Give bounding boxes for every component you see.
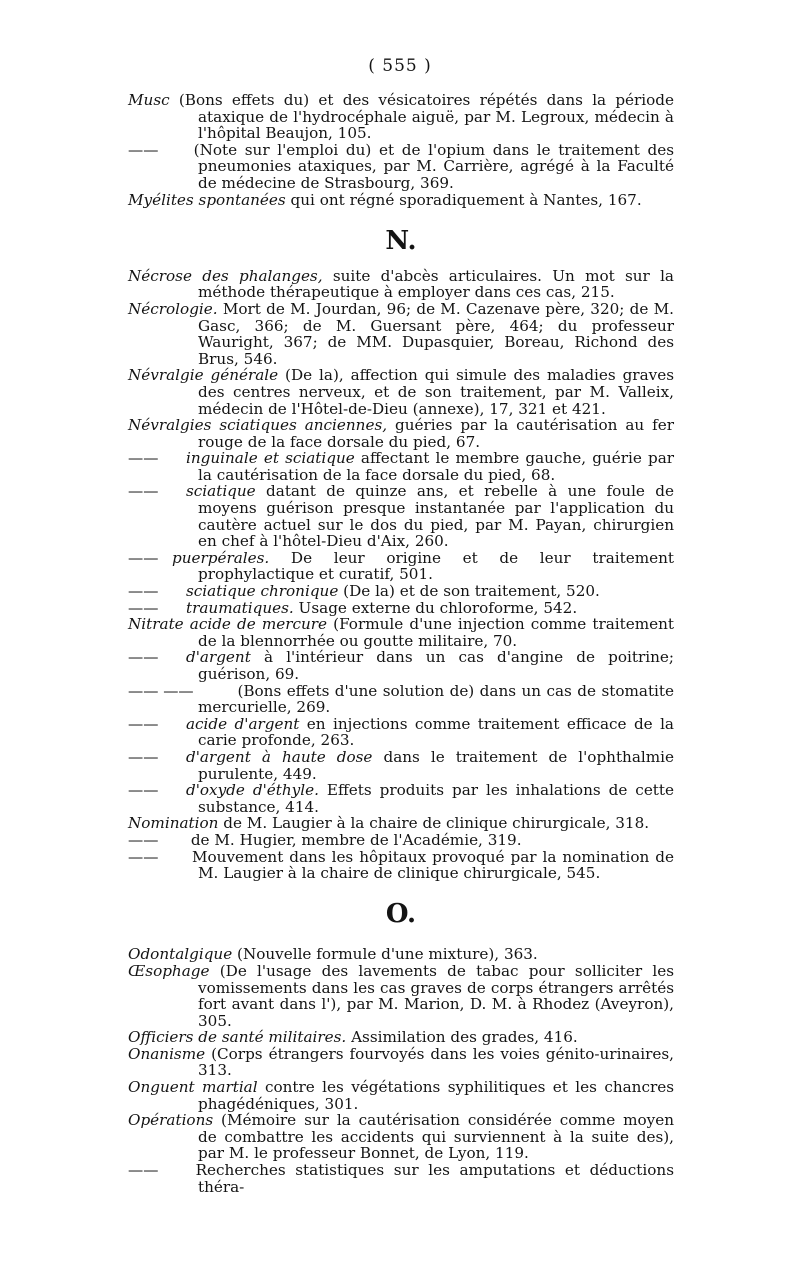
index-entry-oesophage: Œsophage (De l'usage des lavements de tabac pour solliciter les vomissements dans les cas graves de corps étrangers arrêtés fort avant dans l'), par M. Marion, D. M. à Rhodez (Aveyron), 305.: [128, 961, 674, 1030]
index-entry-musc: Musc (Bons effets du) et des vésicatoires répétés dans la période ataxique de l'hydrocéphale aiguë, par M. Legroux, médecin à l'hôpital Beaujon, 105.: [128, 91, 674, 143]
index-entry-onguent-martial: Onguent martial contre les végétations syphilitiques et les chancres phagédéniques, 301.: [128, 1078, 674, 1113]
index-entry-odontalgique: Odontalgique (Nouvelle formule d'une mixture), 363.: [128, 945, 538, 964]
index-entry-necrologie: Nécrologie. Mort de M. Jourdan, 96; de M. Cazenave père, 320; de M. Gasc, 366; de M. Guersant père, 464; du professeur Wauright, 367; de MM. Dupasquier, Boreau, Richond des Brus, 546.: [128, 299, 674, 368]
index-entry-nitrate-mercure: Nitrate acide de mercure (Formule d'une injection comme traitement de la blennorrhée ou goutte militaire, 70.: [128, 615, 674, 650]
index-entry-recherches-amputations: —— Recherches statistiques sur les amputations et déductions théra-: [128, 1161, 674, 1196]
index-entry-argent-haute-dose: —— d'argent à haute dose dans le traitement de l'ophthalmie purulente, 449.: [128, 747, 674, 783]
section-letter-n: N.: [385, 226, 417, 257]
index-entry-sciatique-quinze-ans: —— sciatique datant de quinze ans, et rebelle à une foule de moyens guérison presque instantanée par l'application du cautère actuel sur le dos du pied, par M. Payan, chirurgien en chef à l'hôtel-Dieu d'Aix, 260.: [128, 482, 674, 551]
index-entry-traumatiques: —— traumatiques. Usage externe du chloroforme, 542.: [128, 598, 578, 617]
index-entry-nomination: Nomination de M. Laugier à la chaire de clinique chirurgicale, 318.: [128, 814, 650, 833]
index-entry-solution-stomatite: —— —— (Bons effets d'une solution de) dans un cas de stomatite mercurielle, 269.: [128, 681, 674, 717]
index-entry-nevralgies-sciatiques: Névralgies sciatiques anciennes, guéries par la cautérisation au fer rouge de la face dorsale du pied, 67.: [128, 416, 674, 451]
index-entry-sciatique-chronique: —— sciatique chronique (De la) et de son traitement, 520.: [128, 582, 600, 601]
index-entry-inguinale: —— inguinale et sciatique affectant le membre gauche, guérie par la cautérisation de la face dorsale du pied, 68.: [128, 449, 675, 484]
section-letter-o: O.: [385, 898, 417, 929]
index-entry-puerperales: —— puerpérales. De leur origine et de leur traitement prophylactique et curatif, 501.: [128, 548, 674, 584]
index-entry-onanisme: Onanisme (Corps étrangers fourvoyés dans les voies génito-urinaires, 313.: [128, 1044, 674, 1080]
index-entry-officiers-sante: Officiers de santé militaires. Assimilation des grades, 416.: [128, 1028, 578, 1047]
index-entry-acide-argent: —— acide d'argent en injections comme traitement efficace de la carie profonde, 263.: [128, 714, 674, 750]
index-entry-musc-opium: —— (Note sur l'emploi du) et de l'opium dans le traitement des pneumonies ataxiques, par M. Carrière, agrégé à la Faculté de médecine de Strasbourg, 369.: [128, 140, 674, 192]
index-entry-nevralgie-generale: Névralgie générale (De la), affection qui simule des maladies graves des centres nerveux, et de son traitement, par M. Valleix, médecin de l'Hôtel-de-Dieu (annexe), 17, 321 et 421.: [128, 366, 674, 418]
index-entry-necrose: Nécrose des phalanges, suite d'abcès articulaires. Un mot sur la méthode thérapeutique à employer dans ces cas, 215.: [128, 266, 674, 302]
index-entry-nitrate-argent: —— d'argent à l'intérieur dans un cas d'angine de poitrine; guérison, 69.: [128, 648, 674, 683]
index-entry-oxyde-ethyle: —— d'oxyde d'éthyle. Effets produits par les inhalations de cette substance, 414.: [128, 781, 674, 816]
index-text: [128, 92, 674, 1195]
index-entry-nomination-hugier: —— de M. Hugier, membre de l'Académie, 319.: [128, 830, 522, 849]
index-entry-mouvement-hopitaux: —— Mouvement dans les hôpitaux provoqué par la nomination de M. Laugier à la chaire de clinique chirurgicale, 545.: [128, 847, 674, 883]
index-entry-myelites: Myélites spontanées qui ont régné sporadiquement à Nantes, 167.: [128, 190, 642, 209]
index-entry-operations: Opérations (Mémoire sur la cautérisation considérée comme moyen de combattre les accidents qui surviennent à la suite des), par M. le professeur Bonnet, de Lyon, 119.: [128, 1111, 674, 1163]
page-number: ( 555 ): [368, 56, 432, 76]
